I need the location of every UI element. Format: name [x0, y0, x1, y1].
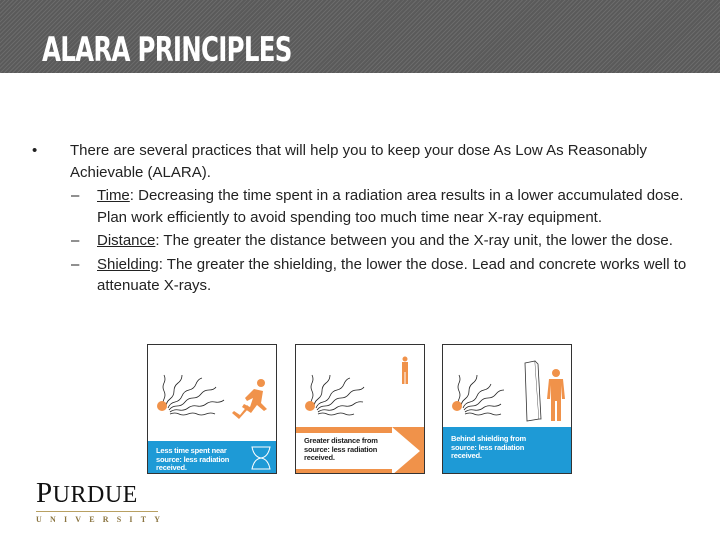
dash-marker: – — [71, 255, 80, 273]
logo-subtitle: UNIVERSITY — [36, 515, 169, 524]
sub-bullet-distance — [30, 230, 690, 252]
title-banner — [0, 0, 720, 73]
caption-distance: Greater distance from source: less radiation received. — [304, 436, 378, 462]
slide-body — [30, 140, 690, 297]
text-distance: : The greater the distance between you and the X-ray unit, the lower the dose. — [155, 232, 673, 249]
dash-marker: – — [71, 232, 80, 249]
text-time: : Decreasing the time spent in a radiation area results in a lower accumulated dose. Plan work efficiently to avoid spending too much time near X-ray equipment. — [97, 187, 684, 226]
purdue-logo — [36, 477, 169, 524]
bullet-intro — [30, 140, 690, 183]
page-title: ALARA PRINCIPLES — [42, 30, 292, 70]
alara-illustrations — [147, 344, 577, 474]
sub-bullet-shielding — [30, 254, 690, 297]
logo-divider — [36, 511, 158, 512]
bullet-marker: • — [32, 142, 38, 159]
sub-bullet-time — [30, 185, 690, 228]
figure-shielding — [442, 344, 572, 474]
caption-shielding: Behind shielding from source: less radiation received. — [451, 434, 526, 460]
term-shielding: Shielding — [97, 255, 159, 273]
figure-time — [147, 344, 277, 474]
logo-wordmark: PURDUE — [36, 477, 138, 509]
caption-time: Less time spent near source: less radiation received. — [156, 446, 230, 472]
dash-marker: – — [71, 187, 80, 204]
term-distance: Distance — [97, 232, 156, 249]
term-time: Time — [97, 187, 130, 204]
figure-distance — [295, 344, 425, 474]
text-shielding: : The greater the shielding, the lower the dose. Lead and concrete works well to attenuate X-rays. — [97, 255, 687, 294]
intro-text: There are several practices that will help you to keep your dose As Low As Reasonably Achievable (ALARA). — [70, 142, 647, 181]
